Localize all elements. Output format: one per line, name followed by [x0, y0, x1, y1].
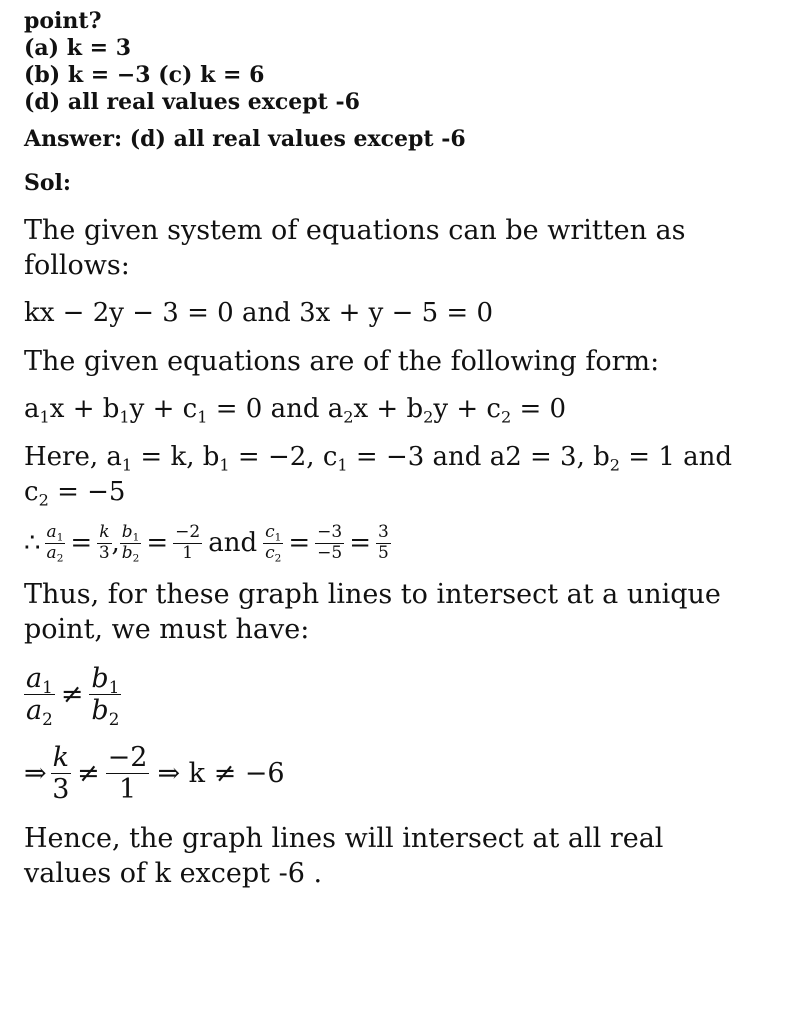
option-d: (d) all real values except -6 — [24, 89, 360, 115]
equals-sign: = — [146, 528, 169, 559]
equation-system: kx − 2y − 3 = 0 and 3x + y − 5 = 0 — [24, 298, 494, 328]
question-tail: point? — [24, 8, 102, 34]
coefficients-line-2: $c_2 = -5$ — [24, 477, 126, 510]
equals-sign: = — [349, 528, 371, 559]
and-word: and — [208, 528, 258, 559]
solution-page — [24, 8, 774, 891]
therefore-symbol: ∴ — [24, 528, 41, 559]
fraction-a1-a2: $\frac{a_1}{a_2}$ — [46, 522, 64, 565]
fraction-3-5: $\frac{3}{5}$ — [378, 522, 389, 563]
ratio-line — [24, 523, 774, 563]
conclusion-text: Hence, the graph lines will intersect at all real values of k except -6 . — [24, 823, 664, 890]
implies-symbol: ⇒ — [24, 758, 47, 790]
sol-label: Sol: — [24, 170, 72, 196]
fraction-k-3-large: $\frac{k}{3}$ — [52, 742, 70, 806]
not-equal-sign: ≠ — [77, 758, 100, 790]
fraction-minus2-1: $\frac{-2}{1}$ — [175, 522, 201, 563]
option-a: (a) k = 3 — [24, 35, 132, 61]
fraction-minus3-minus5: $\frac{-3}{-5}$ — [317, 522, 343, 563]
result-inequality — [24, 742, 774, 805]
fraction-b1-b2-large: $\frac{b_1}{b_2}$ — [91, 663, 120, 729]
fraction-b1-b2: $\frac{b_1}{b_2}$ — [121, 522, 140, 565]
equals-sign: = — [70, 528, 93, 559]
general-form-equation: $a_1x + b_1y + c_1 = 0$ and $a_2x + b_2y + c_2 = 0$ — [24, 394, 567, 427]
condition-inequality — [24, 663, 774, 729]
comma: , — [111, 528, 120, 559]
fraction-minus2-1-large: $\frac{-2}{1}$ — [107, 742, 148, 806]
thus-text: Thus, for these graph lines to intersect at a unique point, we must have: — [24, 579, 721, 646]
option-b-c: (b) k = −3 (c) k = 6 — [24, 62, 265, 88]
coefficients-block — [24, 440, 774, 510]
fraction-c1-c2: $\frac{c_1}{c_2}$ — [265, 522, 282, 565]
answer-line: Answer: (d) all real values except -6 — [24, 126, 466, 152]
fraction-a1-a2-large: $\frac{a_1}{a_2}$ — [26, 663, 53, 729]
form-text: The given equations are of the following form: — [24, 346, 660, 377]
fraction-k-3: $\frac{k}{3}$ — [98, 522, 110, 563]
coefficients-line-1: Here, $a_1 = k$, $b_1 = -2$, $c_1 = -3$ and a2 = 3, $b_2 = 1$ and — [24, 442, 733, 475]
result-tail: ⇒ k ≠ −6 — [157, 758, 285, 790]
not-equal-sign: ≠ — [60, 679, 84, 711]
equals-sign: = — [288, 528, 311, 559]
intro-text: The given system of equations can be written as follows: — [24, 215, 686, 281]
